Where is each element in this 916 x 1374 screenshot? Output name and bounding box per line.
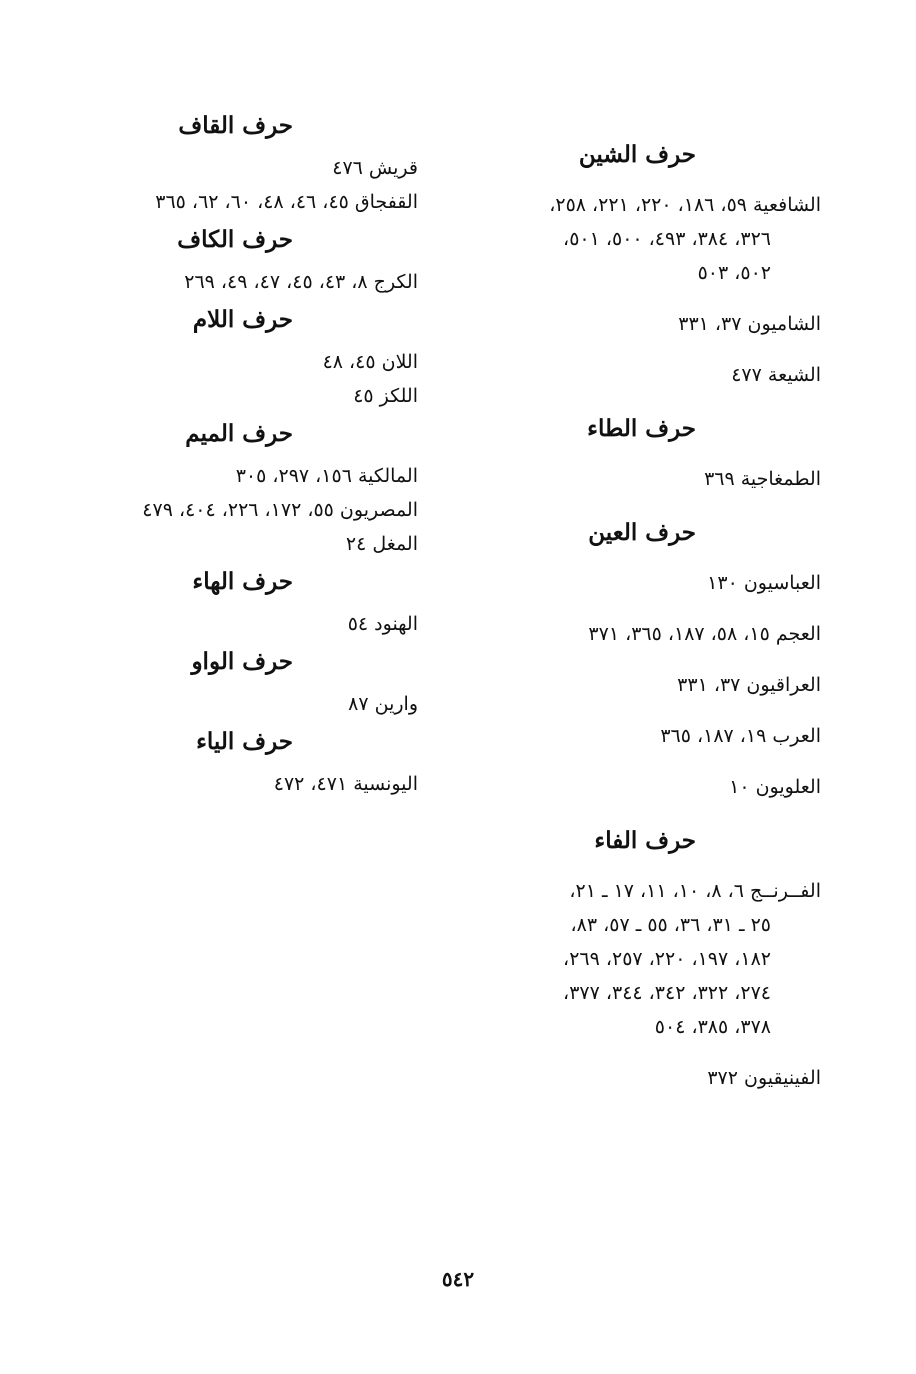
- index-entry: [73, 767, 418, 801]
- index-entry: [461, 770, 821, 804]
- section-heading: حرف الكاف: [177, 226, 293, 253]
- entry-line: الشافعية ٥٩، ١٨٦، ٢٢٠، ٢٢١، ٢٥٨،: [549, 194, 821, 216]
- entry-continuation-line: ١٨٢، ١٩٧، ٢٢٠، ٢٥٧، ٢٦٩،: [563, 948, 771, 970]
- index-entry: [73, 493, 418, 527]
- entry-line: وارين ٨٧: [348, 693, 418, 715]
- entry-line: المالكية ١٥٦، ٢٩٧، ٣٠٥: [235, 465, 418, 487]
- section-heading: حرف الهاء: [192, 568, 293, 595]
- index-entry: [461, 617, 821, 651]
- index-entry: [461, 1061, 821, 1095]
- section-heading: حرف اللام: [192, 306, 293, 333]
- section-heading: حرف الشين: [578, 141, 696, 168]
- entry-line: العجم ١٥، ٥٨، ١٨٧، ٣٦٥، ٣٧١: [588, 623, 821, 645]
- entry-line: اللكز ٤٥: [353, 385, 418, 407]
- index-entry: [73, 345, 418, 379]
- section-heading: حرف الطاء: [587, 415, 696, 442]
- index-entry: [73, 185, 418, 219]
- entry-line: الطمغاجية ٣٦٩: [704, 468, 821, 490]
- section-heading: حرف الواو: [191, 648, 293, 675]
- entry-line: المصريون ٥٥، ١٧٢، ٢٢٦، ٤٠٤، ٤٧٩: [142, 499, 418, 521]
- entry-continuation-line: ٣٢٦، ٣٨٤، ٤٩٣، ٥٠٠، ٥٠١،: [563, 228, 771, 250]
- entry-continuation-line: ٥٠٢، ٥٠٣: [697, 262, 771, 284]
- entry-line: الشاميون ٣٧، ٣٣١: [678, 313, 821, 335]
- entry-continuation-line: ٢٧٤، ٣٢٢، ٣٤٢، ٣٤٤، ٣٧٧،: [563, 982, 771, 1004]
- entry-line: العراقيون ٣٧، ٣٣١: [677, 674, 821, 696]
- entry-line: القفجاق ٤٥، ٤٦، ٤٨، ٦٠، ٦٢، ٣٦٥: [155, 191, 418, 213]
- index-entry: [73, 459, 418, 493]
- section-heading: حرف العين: [588, 519, 696, 546]
- entry-line: قريش ٤٧٦: [332, 157, 418, 179]
- index-column-left: [73, 105, 418, 801]
- entry-line: العباسيون ١٣٠: [707, 572, 821, 594]
- index-entry: [73, 379, 418, 413]
- entry-line: الفــرنــج ٦، ٨، ١٠، ١١، ١٧ ـ ٢١،: [569, 880, 821, 902]
- index-entry: [73, 607, 418, 641]
- index-entry: [461, 668, 821, 702]
- index-entry: [461, 358, 821, 392]
- entry-line: الفينيقيون ٣٧٢: [707, 1067, 821, 1089]
- section-heading: حرف الفاء: [594, 827, 696, 854]
- entry-line: الكرج ٨، ٤٣، ٤٥، ٤٧، ٤٩، ٢٦٩: [184, 271, 418, 293]
- entry-line: الهنود ٥٤: [347, 613, 418, 635]
- entry-line: العلويون ١٠: [729, 776, 821, 798]
- index-entry: [461, 874, 821, 1044]
- entry-continuation-line: ٢٥ ـ ٣١، ٣٦، ٥٥ ـ ٥٧، ٨٣،: [570, 914, 771, 936]
- entry-line: الشيعة ٤٧٧: [731, 364, 821, 386]
- index-entry: [461, 462, 821, 496]
- page-number: ٥٤٢: [441, 1267, 475, 1291]
- section-heading: حرف الميم: [185, 420, 293, 447]
- entry-line: العرب ١٩، ١٨٧، ٣٦٥: [660, 725, 821, 747]
- entry-line: اللان ٤٥، ٤٨: [322, 351, 418, 373]
- section-heading: حرف الياء: [196, 728, 293, 755]
- index-entry: [461, 566, 821, 600]
- index-entry: [461, 188, 821, 290]
- index-entry: [461, 307, 821, 341]
- index-entry: [73, 527, 418, 561]
- index-entry: [73, 265, 418, 299]
- entry-continuation-line: ٣٧٨، ٣٨٥، ٥٠٤: [654, 1016, 771, 1038]
- index-entry: [73, 687, 418, 721]
- entry-line: المغل ٢٤: [345, 533, 418, 555]
- entry-line: اليونسية ٤٧١، ٤٧٢: [273, 773, 418, 795]
- index-entry: [73, 151, 418, 185]
- index-entry: [461, 719, 821, 753]
- index-column-right: [461, 118, 821, 1112]
- section-heading: حرف القاف: [178, 112, 293, 139]
